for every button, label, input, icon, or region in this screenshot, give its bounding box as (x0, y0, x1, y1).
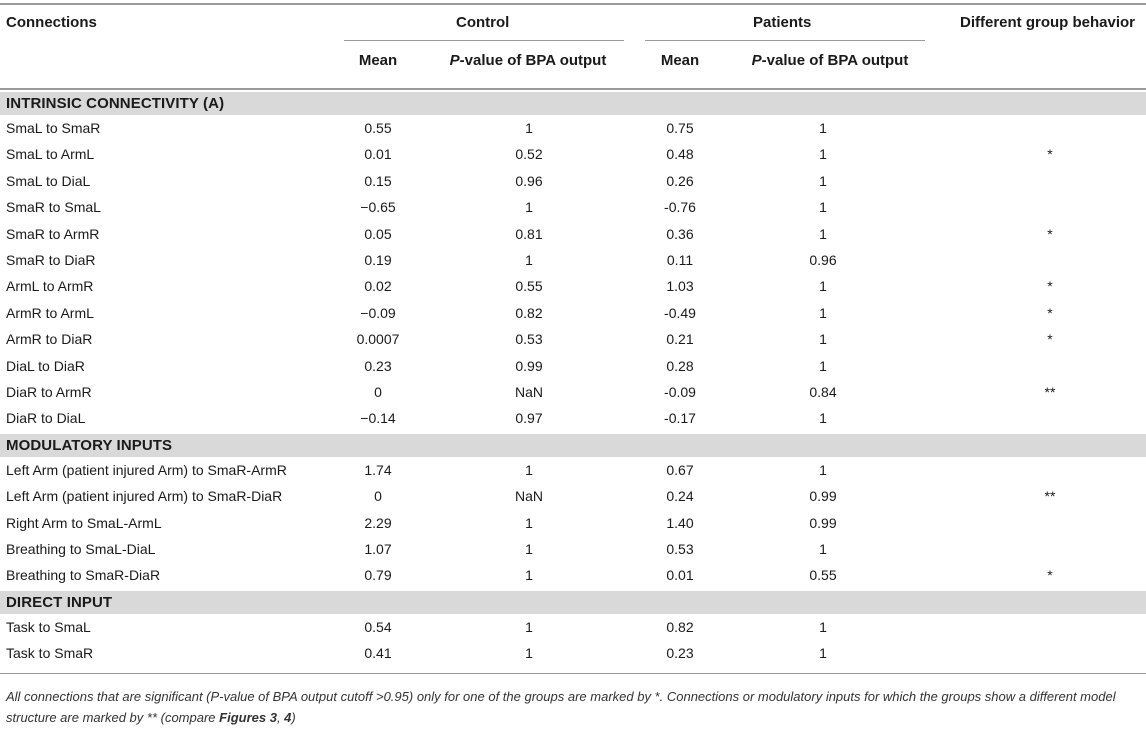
patients-pvalue-cell: 1 (819, 304, 827, 321)
group-behavior-mark: * (1047, 146, 1053, 163)
control-mean-cell: −0.65 (360, 199, 396, 216)
control-mean-cell: 0 (374, 488, 382, 505)
connection-cell: Breathing to SmaR-DiaR (6, 567, 161, 584)
table-row (0, 195, 1146, 221)
table-row (0, 222, 1146, 248)
patients-mean-cell: 0.11 (666, 252, 694, 268)
table-row (0, 563, 1146, 589)
connection-cell: SmaL to SmaR (6, 120, 101, 136)
patients-mean-cell: 1.03 (666, 278, 694, 295)
section-title: DIRECT INPUT (6, 593, 113, 611)
patients-mean-cell: 0.23 (666, 645, 694, 662)
connection-cell: DiaR to ArmR (6, 384, 92, 400)
connection-cell: SmaR to SmaL (6, 199, 101, 216)
table-row (0, 274, 1146, 300)
connection-cell: Breathing to SmaL-DiaL (6, 541, 156, 557)
group-behavior-mark: ** (1044, 488, 1056, 505)
control-pvalue-cell: 1 (525, 618, 533, 635)
connection-cell: ArmR to ArmL (6, 304, 94, 321)
section-header (0, 92, 1146, 115)
table-row (0, 406, 1146, 432)
table-row (0, 248, 1146, 274)
patients-pvalue-cell: 0.96 (809, 252, 837, 268)
control-mean-cell: 1.74 (364, 461, 392, 478)
control-mean-cell: 0.23 (364, 357, 392, 374)
patients-pvalue-cell: 1 (819, 199, 827, 216)
control-mean-cell: 1.07 (364, 541, 392, 557)
connection-cell: SmaR to DiaR (6, 252, 96, 268)
control-pvalue-cell: 0.97 (515, 410, 543, 427)
section-header (0, 434, 1146, 457)
control-pvalue-cell: 0.96 (515, 172, 543, 189)
connection-cell: Task to SmaR (6, 645, 94, 662)
patients-pvalue-cell: 0.99 (809, 514, 837, 531)
group-behavior-mark: * (1047, 225, 1053, 242)
control-mean-header: Mean (358, 52, 398, 69)
control-mean-cell: 0.01 (364, 146, 392, 163)
table-row (0, 641, 1146, 667)
control-mean-cell: 0.54 (364, 618, 392, 635)
control-pvalue-cell: 0.52 (515, 146, 543, 163)
table-row (0, 615, 1146, 641)
patients-pvalue-cell: 0.55 (809, 567, 837, 584)
section-title: MODULATORY INPUTS (6, 436, 173, 454)
connection-cell: ArmR to DiaR (6, 331, 93, 348)
patients-pvalue-cell: 1 (819, 146, 827, 163)
table-row (0, 169, 1146, 195)
table-row (0, 142, 1146, 168)
patients-mean-cell: -0.49 (664, 304, 696, 321)
control-pvalue-cell: 1 (525, 514, 533, 531)
control-pvalue-cell: 1 (525, 252, 533, 268)
patients-mean-cell: 0.82 (666, 618, 694, 635)
control-pvalue-cell: 0.81 (515, 225, 543, 242)
connection-cell: SmaL to ArmL (6, 146, 95, 163)
control-mean-cell: 0.19 (364, 252, 392, 268)
table-row (0, 458, 1146, 484)
section-title: INTRINSIC CONNECTIVITY (A) (6, 95, 225, 112)
control-pvalue-cell: 1 (525, 120, 533, 136)
section-header (0, 591, 1146, 614)
patients-mean-header: Mean (660, 52, 700, 69)
control-pvalue-cell: 1 (525, 567, 533, 584)
table-row (0, 484, 1146, 510)
control-pvalue-cell: 1 (525, 461, 533, 478)
patients-pvalue-cell: 1 (819, 645, 827, 662)
patients-mean-cell: 0.26 (666, 172, 694, 189)
connection-cell: ArmL to ArmR (6, 278, 94, 295)
patients-pvalue-cell: 1 (819, 461, 827, 478)
patients-pvalue-cell: 1 (819, 618, 827, 635)
patients-pvalue-cell: 1 (819, 541, 827, 557)
patients-mean-cell: 0.28 (666, 357, 694, 374)
control-mean-cell: 0.79 (364, 567, 392, 584)
control-underline (344, 40, 624, 41)
table-row (0, 537, 1146, 563)
table-row (0, 301, 1146, 327)
control-pvalue-cell: 1 (525, 199, 533, 216)
table-row (0, 116, 1146, 142)
group-behavior-mark: * (1047, 278, 1053, 295)
control-pvalue-cell: NaN (514, 488, 543, 505)
patients-pvalue-cell: 1 (819, 120, 827, 136)
control-mean-cell: −0.09 (360, 304, 396, 321)
patients-mean-cell: 0.75 (666, 120, 694, 136)
control-mean-cell: 0.15 (364, 172, 392, 189)
control-pvalue-cell: 1 (525, 645, 533, 662)
patients-pvalue-cell: 1 (819, 225, 827, 242)
bottom-rule (0, 673, 1146, 674)
patients-pvalue-cell: 1 (819, 278, 827, 295)
table-row (0, 327, 1146, 353)
header-group-behavior: Different group behavior (960, 14, 1136, 31)
patients-pvalue-cell: 1 (819, 331, 827, 348)
control-pvalue-cell: 0.99 (515, 357, 543, 374)
connection-cell: SmaR to ArmR (6, 225, 100, 242)
control-mean-cell: 0.05 (364, 225, 392, 242)
control-mean-cell: 0.41 (364, 645, 392, 662)
control-mean-cell: 0.0007 (356, 331, 400, 348)
table-row (0, 354, 1146, 380)
patients-pvalue-cell: 1 (819, 172, 827, 189)
control-mean-cell: 0.55 (364, 120, 392, 136)
patients-pvalue-header: P-value of BPA output (751, 52, 909, 69)
patients-mean-cell: -0.76 (664, 199, 696, 216)
patients-mean-cell: 1.40 (666, 514, 694, 531)
control-pvalue-cell: 1 (525, 541, 533, 557)
connection-cell: DiaL to DiaR (6, 357, 85, 374)
group-behavior-mark: * (1047, 331, 1053, 348)
patients-pvalue-cell: 0.84 (809, 384, 837, 400)
control-pvalue-cell: 0.82 (515, 304, 543, 321)
group-behavior-mark: * (1047, 567, 1053, 584)
control-mean-cell: 2.29 (364, 514, 392, 531)
patients-underline (645, 40, 925, 41)
patients-mean-cell: -0.09 (664, 384, 696, 400)
patients-mean-cell: 0.53 (666, 541, 694, 557)
table-row (0, 380, 1146, 406)
control-mean-cell: 0.02 (364, 278, 392, 295)
table-footnote: All connections that are significant (P-value of BPA output cutoff >0.95) only for one of the groups are marked by *. Connections or modulatory inputs for which the groups show a different model structure are marked by ** (compare Figures 3, 4) (6, 689, 1116, 725)
control-pvalue-cell: NaN (514, 384, 543, 400)
control-pvalue-cell: 0.53 (515, 331, 543, 348)
connection-cell: Right Arm to SmaL-ArmL (6, 514, 162, 531)
table-row (0, 511, 1146, 537)
connection-cell: Left Arm (patient injured Arm) to SmaR-DiaR (6, 488, 283, 505)
header-control: Control (456, 14, 510, 31)
patients-mean-cell: 0.21 (666, 331, 694, 348)
connection-cell: Left Arm (patient injured Arm) to SmaR-ArmR (6, 461, 287, 478)
connection-cell: Task to SmaL (6, 618, 91, 635)
patients-pvalue-cell: 0.99 (809, 488, 837, 505)
patients-mean-cell: 0.67 (666, 461, 694, 478)
group-behavior-mark: ** (1044, 384, 1056, 400)
patients-mean-cell: -0.17 (664, 410, 696, 427)
connection-cell: SmaL to DiaL (6, 172, 91, 189)
patients-mean-cell: 0.48 (666, 146, 694, 163)
patients-pvalue-cell: 1 (819, 357, 827, 374)
patients-pvalue-cell: 1 (819, 410, 827, 427)
group-behavior-mark: * (1047, 304, 1053, 321)
control-pvalue-header: P-value of BPA output (449, 52, 607, 69)
connection-cell: DiaR to DiaL (6, 410, 86, 427)
header-connections: Connections (6, 14, 97, 31)
control-mean-cell: 0 (374, 384, 382, 400)
header-patients: Patients (753, 14, 812, 31)
header-rule (0, 88, 1146, 90)
control-mean-cell: −0.14 (360, 410, 396, 427)
top-rule (0, 3, 1146, 5)
control-pvalue-cell: 0.55 (515, 278, 543, 295)
patients-mean-cell: 0.01 (666, 567, 694, 584)
patients-mean-cell: 0.24 (666, 488, 694, 505)
patients-mean-cell: 0.36 (666, 225, 694, 242)
